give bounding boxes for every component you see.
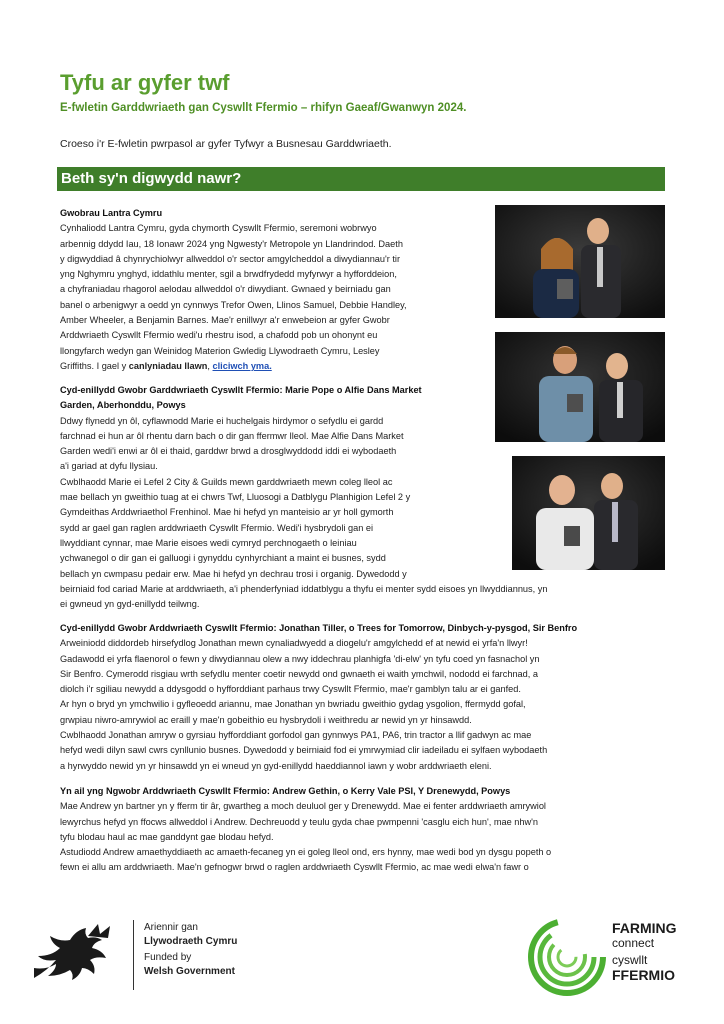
brand-ffermio: FFERMIO bbox=[612, 967, 675, 983]
dragon-icon bbox=[28, 918, 132, 990]
footer-divider bbox=[133, 920, 134, 990]
article-line: Gymdeithas Arddwriaethol Frenhinol. Mae hi hefyd yn manteisio ar yr holl gymorth bbox=[60, 507, 394, 518]
article-line: Garden wedi'i enwi ar ôl ei thaid, garddwr brwd a drosglwyddodd iddi ei wybodaeth bbox=[60, 446, 397, 457]
brand-farming: FARMING bbox=[612, 920, 677, 936]
article-line: banel o arbenigwyr a oedd yn cynnwys Trefor Owen, Llinos Samuel, Debbie Handley, bbox=[60, 299, 407, 310]
photo-jonathan-winner-image bbox=[512, 456, 665, 570]
article-line: ei gwneud yn gyd-enillydd teilwng. bbox=[60, 599, 200, 610]
brand-cyswllt: cyswllt bbox=[612, 953, 648, 967]
article-line: grwpiau niwro-amrywiol ac eraill y mae'n gobeithio eu hysbrydoli i weithredu ar newid yn yr hinsawdd. bbox=[60, 714, 472, 725]
article-line: Mae Andrew yn bartner yn y fferm tir âr, gwartheg a moch deuluol ger y Drenewydd. Mae ei fenter arddwriaeth amrywiol bbox=[60, 801, 546, 812]
article-line: Cwblhaodd Jonathan amryw o gyrsiau hyfforddiant gorfodol gan gynnwys PA1, PA6, trin tractor a llif gadwyn ac mae bbox=[60, 730, 532, 741]
article-line: fewn ei allu am arddwriaeth. Mae'n gefnogwr brwd o raglen arddwriaeth Cyswllt Ffermio, ac mae wedi elwa'n fawr o bbox=[60, 862, 529, 873]
article-line: bellach yn cwmpasu pedair erw. Mae hi hefyd yn dechrau trosi i organig. Dywedodd y bbox=[60, 568, 407, 579]
article-line: Gadawodd ei yrfa flaenorol o fewn y diwydiannau olew a nwy iddechrau planhigfa 'di-elw' yn tyfu coed yn fasnachol yn bbox=[60, 653, 540, 664]
article-line: lewyrchus hefyd yn ffocws allweddol i Andrew. Dechreuodd y teulu gyda chae pwmpenni 'casglu eich hun', mae nhw'n bbox=[60, 816, 539, 827]
photo-marie-winner bbox=[495, 332, 665, 442]
funding-cy-name: Llywodraeth Cymru bbox=[144, 936, 238, 947]
comma: , bbox=[207, 360, 213, 371]
funding-cy-label: Ariennir gan bbox=[144, 922, 198, 933]
article-text: Griffiths. I gael y bbox=[60, 360, 129, 371]
article-line: Cwblhaodd Marie ei Lefel 2 City & Guilds mewn garddwriaeth mewn coleg lleol ac bbox=[60, 476, 393, 487]
article-line: sydd ar gael gan raglen arddwriaeth Cyswllt Ffermio. Wedi'i hysbrydoli gan ei bbox=[60, 522, 374, 533]
article-andrew bbox=[60, 784, 670, 876]
article-line: tyfu blodau haul ac mae ganddynt gae blodau hefyd. bbox=[60, 831, 274, 842]
article-line: mae bellach yn gweithio tuag at ei chwrs Twf, Lluosogi a Datblygu Planhigion Lefel 2 y bbox=[60, 492, 411, 503]
funding-block bbox=[144, 921, 237, 979]
article-line-last bbox=[60, 359, 490, 374]
article-line: Astudiodd Andrew amaethyddiaeth ac amaeth-fecaneg yn ei goleg lleol ond, ers hynny, mae wedi bod yn dysgu popeth o bbox=[60, 847, 552, 858]
article-line: Amber Wheeler, a Benjamin Barnes. Mae'r enillwyr a'r enwebeion ar gyfer Gwobr bbox=[60, 315, 390, 326]
article-line: farchnad ei hun ar ôl rhentu darn bach o dir gan ffermwr lleol. Mae Alfie Dans Market bbox=[60, 430, 404, 441]
photo-jonathan-winner bbox=[512, 456, 665, 570]
section-banner bbox=[57, 167, 665, 191]
photo-marie-winner-image bbox=[495, 332, 665, 442]
article-line: Ar hyn o bryd yn ymchwilio i gyfleoedd ariannu, mae Jonathan yn bwriadu gweithio gydag ysgolion, ffermydd gofal, bbox=[60, 699, 526, 710]
results-label: canlyniadau llawn bbox=[128, 360, 208, 371]
article-line: Arddwriaeth Cyswllt Ffermio wedi'u rhestru isod, a chafodd pob un ohonynt eu bbox=[60, 330, 378, 341]
swirl-icon bbox=[526, 916, 608, 998]
article-line: Sir Benfro. Cymerodd risgiau wrth sefydlu menter coetir newydd ond gwnaeth ei waith ymchwil, nododd ei farchnad, a bbox=[60, 668, 538, 679]
article-heading: Gwobrau Lantra Cymru bbox=[60, 208, 163, 218]
article-line: Cynhaliodd Lantra Cymru, gyda chymorth Cyswllt Ffermio, seremoni wobrwyo bbox=[60, 223, 377, 234]
funding-en-name: Welsh Government bbox=[144, 966, 235, 977]
funding-en-label: Funded by bbox=[144, 952, 192, 963]
page-subtitle: E-fwletin Garddwriaeth gan Cyswllt Ffermio – rhifyn Gaeaf/Gwanwyn 2024. bbox=[60, 102, 467, 114]
article-line: Arweiniodd diddordeb hirsefydlog Jonathan mewn cynaliadwyedd a diogelu'r amgylchedd ef at newid ei yrfa'n llwyr! bbox=[60, 638, 528, 649]
article-line: llwyddiant cynnar, mae Marie eisoes wedi cymryd perchnogaeth o leiniau bbox=[60, 537, 357, 548]
article-heading: Yn ail yng Ngwobr Arddwriaeth Cyswllt Ffermio: Andrew Gethin, o Kerry Vale PSI, Y Drenewydd, Powys bbox=[60, 786, 511, 796]
welsh-dragon-logo bbox=[28, 918, 132, 990]
article-heading: Cyd-enillydd Gwobr Garddwriaeth Cyswllt Ffermio: Marie Pope o Alfie Dans Market bbox=[60, 385, 422, 395]
article-jonathan bbox=[60, 621, 670, 774]
article-line: a chyfraniadau rhagorol aelodau allweddol o'r diwydiant. Gwnaed y beirniadu gan bbox=[60, 284, 391, 295]
click-here-link[interactable]: cliciwch yma. bbox=[212, 360, 272, 371]
intro-text: Croeso i'r E-fwletin pwrpasol ar gyfer Tyfwyr a Busnesau Garddwriaeth. bbox=[60, 138, 392, 150]
farming-connect-text bbox=[612, 921, 677, 983]
brand-connect: connect bbox=[612, 936, 655, 950]
article-line: llongyfarch wedyn gan Weinidog Materion Gwledig Llywodraeth Cymru, Lesley bbox=[60, 345, 380, 356]
article-line: hefyd wedi dilyn sawl cwrs cynllunio busnes. Dywedodd y beirniaid fod ei ymrwymiad clir iadeiladu ei sylfaen wybodaeth bbox=[60, 745, 548, 756]
article-line: y digwyddiad â chynrychiolwyr allweddol o'r sector amgylcheddol a diwydiannau'r tir bbox=[60, 253, 401, 264]
article-lantra bbox=[60, 206, 490, 374]
farming-connect-logo bbox=[526, 916, 608, 998]
page-title: Tyfu ar gyfer twf bbox=[60, 70, 230, 95]
article-line: a'i gariad at dyfu llysiau. bbox=[60, 461, 158, 472]
article-heading: Cyd-enillydd Gwobr Arddwriaeth Cyswllt Ffermio: Jonathan Tiller, o Trees for Tomorrow, Dinbych-y-pysgod, Sir Benfro bbox=[60, 623, 578, 633]
article-line: beirniaid fod cariad Marie at arddwriaeth, a'i phenderfyniad iddatblygu a thyfu ei menter sydd eisoes yn llwyddiannus, yn bbox=[60, 583, 548, 594]
article-line: arbennig ddydd Iau, 18 Ionawr 2024 yng Ngwesty'r Metropole yn Llandrindod. Daeth bbox=[60, 238, 403, 249]
article-line: yng Nghymru ynghyd, iddathlu menter, sgil a brwdfrydedd myfyrwyr a hyfforddeion, bbox=[60, 269, 397, 280]
photo-lantra-awards-image bbox=[495, 205, 665, 318]
photo-lantra-awards bbox=[495, 205, 665, 318]
article-heading: Garden, Aberhonddu, Powys bbox=[60, 400, 186, 411]
article-line: a hyrwyddo newid yn yr hinsawdd yn ei wneud yn gyd-enillydd haeddiannol iawn y wobr arddwriaeth eleni. bbox=[60, 760, 492, 771]
section-banner-title: Beth sy'n digwydd nawr? bbox=[61, 170, 242, 187]
article-line: ychwanegol o dir gan ei galluogi i gynyddu cynhyrchiant a maint ei busnes, sydd bbox=[60, 553, 386, 564]
article-line: diolch i'r sgiliau newydd a ddysgodd o hyfforddiant parhaus trwy Cyswllt Ffermio, mae'r gamblyn talu ar ei ganfed. bbox=[60, 684, 521, 695]
article-line: Ddwy flynedd yn ôl, cyflawnodd Marie ei huchelgais hirdymor o sefydlu ei gardd bbox=[60, 415, 384, 426]
